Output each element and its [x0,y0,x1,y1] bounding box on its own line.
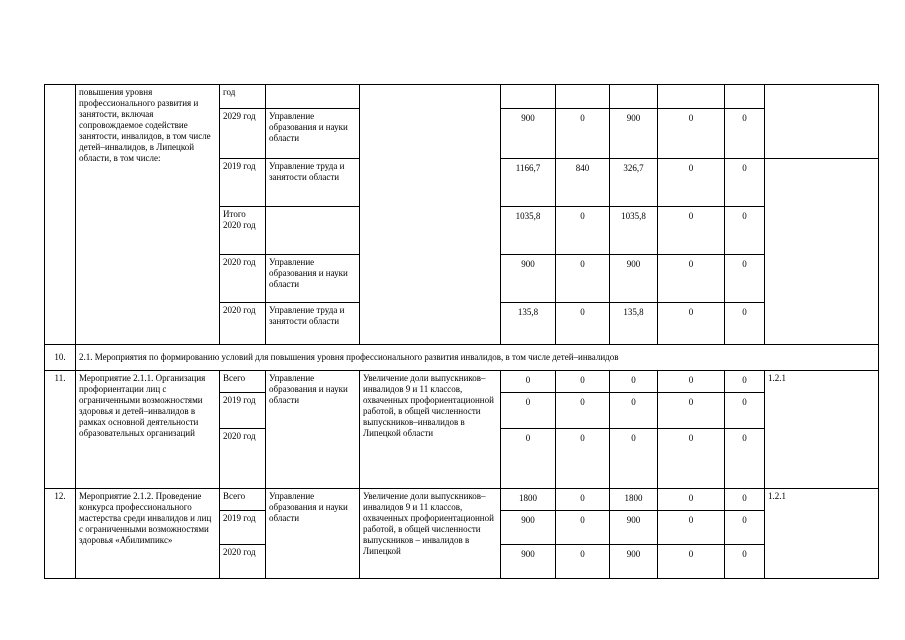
regional-cell: 1800 [610,489,658,511]
regional-cell: 900 [610,255,658,303]
regional-cell: 900 [610,545,658,579]
year-cell: 2019 год [220,159,266,207]
local-cell: 0 [658,207,725,255]
federal-cell: 0 [556,545,610,579]
federal-cell: 0 [556,255,610,303]
indicator-code-cell [765,85,879,159]
indicator-cell: Увеличение доли выпускников–инвалидов 9 и 11 классов, охваченных профориентационной работой, в общей численности выпускников – инвалидов в Липецкой [360,489,501,579]
table-row [45,85,879,109]
regional-cell: 900 [610,511,658,545]
federal-cell: 0 [556,511,610,545]
year-cell: 2019 год [220,393,266,429]
federal-cell: 840 [556,159,610,207]
total-cell: 1035,8 [501,207,556,255]
activity-name-cell: Мероприятие 2.1.2. Проведение конкурса профессионального мастерства среди инвалидов и лиц с ограниченными возможностями здоровья «Абилимпикс» [76,489,220,579]
local-cell: 0 [658,109,725,159]
year-cell: 2020 год [220,545,266,579]
total-cell: 0 [501,371,556,393]
regional-cell: 0 [610,371,658,393]
total-cell: 900 [501,511,556,545]
executor-cell: Управление образования и науки области [266,109,360,159]
other-cell: 0 [725,109,765,159]
year-cell: Всего [220,371,266,393]
other-cell: 0 [725,429,765,489]
federal-cell: 0 [556,371,610,393]
year-cell: Всего [220,489,266,511]
indicator-cell [360,85,501,345]
executor-cell: Управление образования и науки области [266,255,360,303]
total-cell: 0 [501,393,556,429]
local-cell: 0 [658,393,725,429]
total-cell: 900 [501,545,556,579]
other-cell: 0 [725,255,765,303]
executor-cell: Управление труда и занятости области [266,159,360,207]
program-table [44,84,879,579]
other-cell: 0 [725,371,765,393]
section-row [45,345,879,371]
executor-cell: Управление образования и науки области [266,489,360,579]
other-cell: 0 [725,207,765,255]
total-cell: 900 [501,255,556,303]
regional-cell: 0 [610,429,658,489]
year-cell: 2020 год [220,429,266,489]
regional-cell: 0 [610,393,658,429]
indicator-code-cell: 1.2.1 [765,489,879,579]
total-cell: 1800 [501,489,556,511]
other-cell: 0 [725,393,765,429]
activity-name-cell: Мероприятие 2.1.1. Организация профориентации лиц с ограниченными возможностями здоровья и детей–инвалидов в рамках основной деятельности образовательных организаций [76,371,220,489]
regional-cell: 135,8 [610,303,658,345]
activity-name-cell: повышения уровня профессионального развития и занятости, включая сопровождаемое содействие занятости, инвалидов, в том числе детей–инвалидов, в Липецкой области, в том числе: [76,85,220,345]
total-cell: 1166,7 [501,159,556,207]
table-row [45,371,879,393]
table-row [45,489,879,511]
row-number-cell: 12. [45,489,76,579]
local-cell: 0 [658,255,725,303]
executor-cell: Управление труда и занятости области [266,303,360,345]
executor-cell: Управление образования и науки области [266,371,360,489]
year-cell: год [220,85,266,109]
indicator-cell: Увеличение доли выпускников–инвалидов 9 и 11 классов, охваченных профориентационной работой, в общей численности выпускников–инвалидов в Липецкой области [360,371,501,489]
executor-cell [266,207,360,255]
federal-cell: 0 [556,393,610,429]
other-cell: 0 [725,489,765,511]
other-cell: 0 [725,545,765,579]
indicator-code-cell [765,159,879,345]
local-cell: 0 [658,159,725,207]
federal-cell: 0 [556,303,610,345]
row-number-cell [45,85,76,345]
year-cell: 2020 год [220,303,266,345]
local-cell: 0 [658,489,725,511]
local-cell: 0 [658,303,725,345]
regional-cell: 326,7 [610,159,658,207]
total-cell: 900 [501,109,556,159]
total-cell: 0 [501,429,556,489]
year-cell: 2019 год [220,511,266,545]
regional-cell: 900 [610,109,658,159]
year-cell: 2029 год [220,109,266,159]
federal-cell: 0 [556,207,610,255]
federal-cell: 0 [556,109,610,159]
section-title-cell: 2.1. Мероприятия по формированию условий для повышения уровня профессионального развития инвалидов, в том числе детей–инвалидов [76,345,879,371]
local-cell: 0 [658,429,725,489]
other-cell: 0 [725,159,765,207]
executor-cell [266,85,360,109]
local-cell: 0 [658,511,725,545]
federal-cell: 0 [556,429,610,489]
row-number-cell: 10. [45,345,76,371]
row-number-cell: 11. [45,371,76,489]
local-cell: 0 [658,371,725,393]
local-cell: 0 [658,545,725,579]
other-cell: 0 [725,303,765,345]
total-cell: 135,8 [501,303,556,345]
other-cell: 0 [725,511,765,545]
year-cell: 2020 год [220,255,266,303]
regional-cell: 1035,8 [610,207,658,255]
indicator-code-cell: 1.2.1 [765,371,879,489]
year-cell: Итого 2020 год [220,207,266,255]
federal-cell: 0 [556,489,610,511]
